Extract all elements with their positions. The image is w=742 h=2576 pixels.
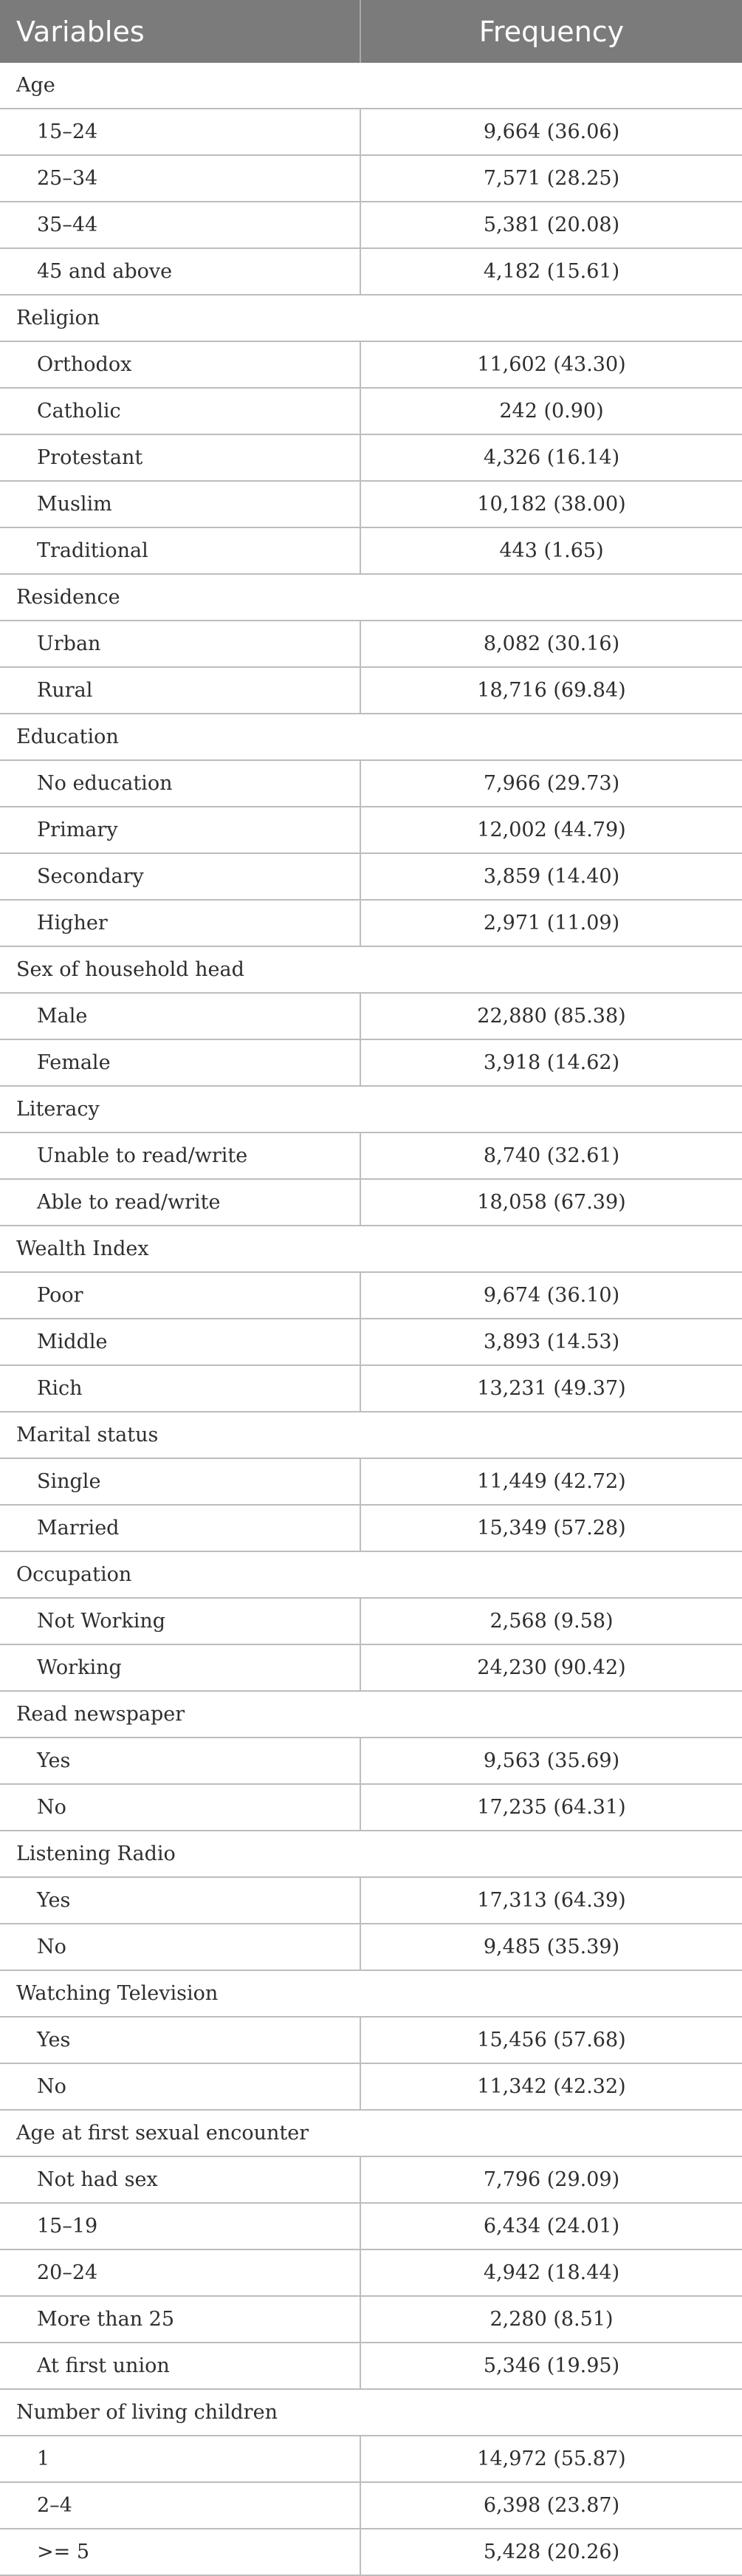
table-row [0, 388, 742, 434]
row-frequency: 17,235 (64.31) [360, 1784, 742, 1831]
row-label: Married [0, 1505, 360, 1551]
row-label: Unable to read/write [0, 1132, 360, 1179]
category-label: Read newspaper [0, 1691, 742, 1738]
row-label: Urban [0, 621, 360, 667]
table-row [0, 1505, 742, 1551]
table-row [0, 1179, 742, 1226]
row-label: 35–44 [0, 202, 360, 248]
row-frequency: 443 (1.65) [360, 527, 742, 574]
row-frequency: 5,346 (19.95) [360, 2343, 742, 2389]
row-frequency: 3,859 (14.40) [360, 853, 742, 900]
table-row [0, 2203, 742, 2249]
category-row [0, 2389, 742, 2436]
table-row [0, 667, 742, 714]
table-row [0, 2296, 742, 2343]
category-row [0, 63, 742, 109]
table-body [0, 63, 742, 2575]
table-row [0, 1784, 742, 1831]
category-label: Listening Radio [0, 1831, 742, 1877]
row-frequency: 4,182 (15.61) [360, 248, 742, 295]
row-frequency: 24,230 (90.42) [360, 1644, 742, 1691]
row-frequency: 15,456 (57.68) [360, 2017, 742, 2063]
category-row [0, 714, 742, 760]
table-row [0, 481, 742, 527]
row-label: Traditional [0, 527, 360, 574]
row-label: Single [0, 1458, 360, 1505]
row-frequency: 3,893 (14.53) [360, 1319, 742, 1365]
row-label: Not Working [0, 1598, 360, 1644]
category-row [0, 1970, 742, 2017]
row-frequency: 18,716 (69.84) [360, 667, 742, 714]
table-row [0, 1132, 742, 1179]
category-row [0, 2110, 742, 2156]
row-frequency: 242 (0.90) [360, 388, 742, 434]
table-row [0, 621, 742, 667]
table-row [0, 2482, 742, 2529]
row-label: Primary [0, 807, 360, 853]
category-row [0, 946, 742, 993]
row-label: 1 [0, 2436, 360, 2482]
row-frequency: 15,349 (57.28) [360, 1505, 742, 1551]
table-row [0, 527, 742, 574]
table-row [0, 1365, 742, 1412]
row-label: 25–34 [0, 155, 360, 202]
row-label: Working [0, 1644, 360, 1691]
row-label: Rural [0, 667, 360, 714]
row-label: Middle [0, 1319, 360, 1365]
category-label: Religion [0, 295, 742, 341]
row-label: Yes [0, 1877, 360, 1924]
table-row [0, 2063, 742, 2110]
table-row [0, 2017, 742, 2063]
row-frequency: 7,796 (29.09) [360, 2156, 742, 2203]
row-frequency: 7,966 (29.73) [360, 760, 742, 807]
table-row [0, 760, 742, 807]
table-row [0, 1738, 742, 1784]
row-label: Yes [0, 1738, 360, 1784]
row-label: Muslim [0, 481, 360, 527]
category-row [0, 1831, 742, 1877]
row-frequency: 11,449 (42.72) [360, 1458, 742, 1505]
category-row [0, 1691, 742, 1738]
row-label: Orthodox [0, 341, 360, 388]
header-frequency: Frequency [360, 0, 742, 63]
table-row [0, 853, 742, 900]
category-label: Residence [0, 574, 742, 621]
row-frequency: 9,485 (35.39) [360, 1924, 742, 1970]
row-label: Protestant [0, 434, 360, 481]
row-frequency: 2,568 (9.58) [360, 1598, 742, 1644]
row-frequency: 10,182 (38.00) [360, 481, 742, 527]
row-label: More than 25 [0, 2296, 360, 2343]
table-row [0, 202, 742, 248]
table-row [0, 1039, 742, 1086]
category-label: Age [0, 63, 742, 109]
row-frequency: 3,918 (14.62) [360, 1039, 742, 1086]
row-frequency: 5,428 (20.26) [360, 2529, 742, 2575]
row-frequency: 13,231 (49.37) [360, 1365, 742, 1412]
category-label: Literacy [0, 1086, 742, 1132]
table-row [0, 993, 742, 1039]
table-row [0, 1272, 742, 1319]
row-frequency: 2,280 (8.51) [360, 2296, 742, 2343]
row-frequency: 7,571 (28.25) [360, 155, 742, 202]
row-frequency: 6,434 (24.01) [360, 2203, 742, 2249]
row-label: Female [0, 1039, 360, 1086]
category-row [0, 1226, 742, 1272]
row-frequency: 9,664 (36.06) [360, 109, 742, 155]
table-row [0, 2436, 742, 2482]
category-label: Education [0, 714, 742, 760]
row-label: Not had sex [0, 2156, 360, 2203]
table-row [0, 900, 742, 946]
table-row [0, 1458, 742, 1505]
row-label: Catholic [0, 388, 360, 434]
category-label: Watching Television [0, 1970, 742, 2017]
row-label: No education [0, 760, 360, 807]
row-frequency: 17,313 (64.39) [360, 1877, 742, 1924]
table-row [0, 2529, 742, 2575]
row-label: 45 and above [0, 248, 360, 295]
row-frequency: 22,880 (85.38) [360, 993, 742, 1039]
row-label: No [0, 1784, 360, 1831]
table-row [0, 1644, 742, 1691]
table-row [0, 1319, 742, 1365]
row-label: No [0, 1924, 360, 1970]
row-label: Secondary [0, 853, 360, 900]
row-frequency: 8,740 (32.61) [360, 1132, 742, 1179]
row-label: 20–24 [0, 2249, 360, 2296]
table-row [0, 807, 742, 853]
row-label: No [0, 2063, 360, 2110]
row-frequency: 12,002 (44.79) [360, 807, 742, 853]
category-row [0, 1412, 742, 1458]
row-frequency: 11,342 (42.32) [360, 2063, 742, 2110]
row-label: 15–19 [0, 2203, 360, 2249]
row-frequency: 6,398 (23.87) [360, 2482, 742, 2529]
category-label: Occupation [0, 1551, 742, 1598]
row-frequency: 11,602 (43.30) [360, 341, 742, 388]
row-frequency: 9,674 (36.10) [360, 1272, 742, 1319]
table-row [0, 155, 742, 202]
row-frequency: 8,082 (30.16) [360, 621, 742, 667]
row-label: Yes [0, 2017, 360, 2063]
table-row [0, 1598, 742, 1644]
category-label: Sex of household head [0, 946, 742, 993]
table-row [0, 2343, 742, 2389]
row-frequency: 14,972 (55.87) [360, 2436, 742, 2482]
category-row [0, 1086, 742, 1132]
row-frequency: 2,971 (11.09) [360, 900, 742, 946]
row-label: 2–4 [0, 2482, 360, 2529]
row-frequency: 4,942 (18.44) [360, 2249, 742, 2296]
row-frequency: 9,563 (35.69) [360, 1738, 742, 1784]
table-row [0, 1877, 742, 1924]
row-label: Higher [0, 900, 360, 946]
table-row [0, 248, 742, 295]
category-row [0, 574, 742, 621]
table-row [0, 434, 742, 481]
row-label: Poor [0, 1272, 360, 1319]
category-label: Number of living children [0, 2389, 742, 2436]
row-frequency: 4,326 (16.14) [360, 434, 742, 481]
row-frequency: 18,058 (67.39) [360, 1179, 742, 1226]
table-row [0, 1924, 742, 1970]
header-row [0, 0, 742, 63]
category-row [0, 295, 742, 341]
row-label: 15–24 [0, 109, 360, 155]
table-row [0, 109, 742, 155]
row-label: >= 5 [0, 2529, 360, 2575]
category-label: Marital status [0, 1412, 742, 1458]
row-label: Able to read/write [0, 1179, 360, 1226]
row-label: Rich [0, 1365, 360, 1412]
row-label: At first union [0, 2343, 360, 2389]
table-row [0, 2156, 742, 2203]
row-label: Male [0, 993, 360, 1039]
table-header [0, 0, 742, 63]
header-variables: Variables [0, 0, 360, 63]
table-row [0, 2249, 742, 2296]
table-row [0, 341, 742, 388]
category-label: Age at first sexual encounter [0, 2110, 742, 2156]
row-frequency: 5,381 (20.08) [360, 202, 742, 248]
category-label: Wealth Index [0, 1226, 742, 1272]
category-row [0, 1551, 742, 1598]
